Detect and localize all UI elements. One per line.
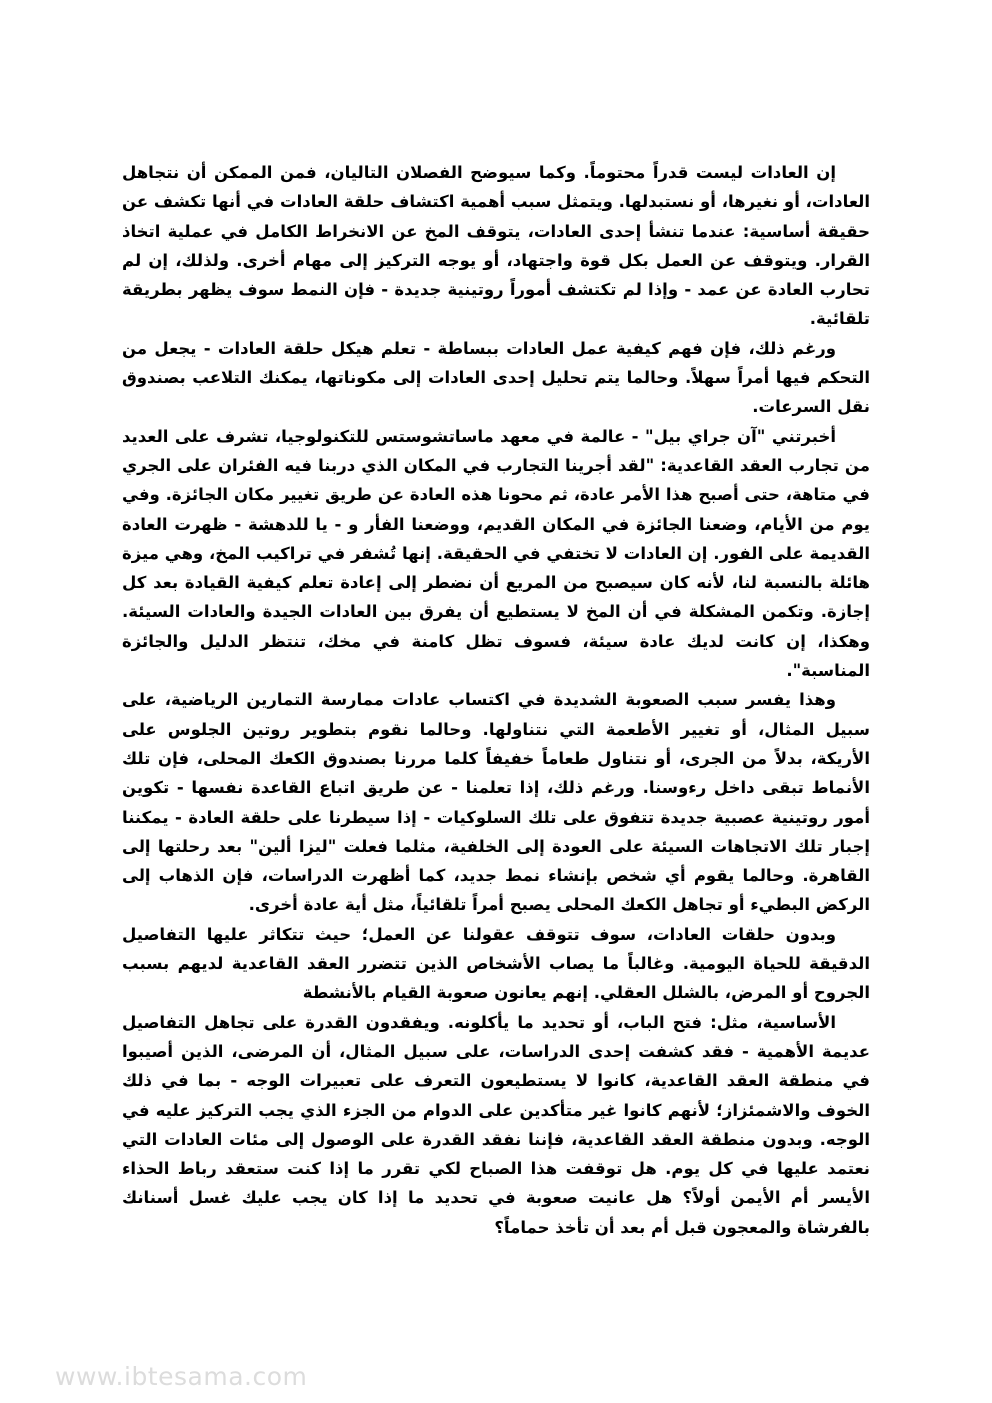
paragraph: وهذا يفسر سبب الصعوبة الشديدة في اكتساب عادات ممارسة التمارين الرياضية، على سبيل المثال، أو تغيير الأطعمة التي نتناولها. وحالما نقوم بتطوير روتين الجلوس على الأريكة، بدلاً من الجرى، أو نتناول طعاماً خفيفاً كلما مررنا بصندوق الكعك المحلى، فإن تلك الأنماط تبقى داخل رءوسنا. ورغم ذلك، إذا تعلمنا - عن طريق اتباع القاعدة نفسها - تكوين أمور روتينية عصبية جديدة تتفوق على تلك السلوكيات - إذا سيطرنا على حلقة العادة - يمكننا إجبار تلك الاتجاهات السيئة على العودة إلى الخلفية، مثلما فعلت "ليزا ألين" بعد رحلتها إلى القاهرة. وحالما يقوم أي شخص بإنشاء نمط جديد، كما أظهرت الدراسات، فإن الذهاب إلى الركض البطيء أو تجاهل الكعك المحلى يصبح أمراً تلقائياً، مثل أية عادة أخرى. [122,690,870,915]
site-watermark: www.ibtesama.com [55,1362,308,1391]
paragraph: ورغم ذلك، فإن فهم كيفية عمل العادات ببساطة - تعلم هيكل حلقة العادات - يجعل من التحكم فيها أمراً سهلاً. وحالما يتم تحليل إحدى العادات إلى مكوناتها، يمكنك التلاعب بصندوق نقل السرعات. [122,338,870,417]
document-body-text [122,158,870,1242]
paragraph: وبدون حلقات العادات، سوف تتوقف عقولنا عن العمل؛ حيث تتكاثر عليها التفاصيل الدقيقة للحياة اليومية. وغالباً ما يصاب الأشخاص الذين تتضرر العقد القاعدية لديهم بسبب الجروح أو المرض، بالشلل العقلي. إنهم يعانون صعوبة القيام بالأنشطة [122,924,870,1003]
paragraph: إن العادات ليست قدراً محتوماً. وكما سيوضح الفصلان التاليان، فمن الممكن أن نتجاهل العادات، أو نغيرها، أو نستبدلها. ويتمثل سبب أهمية اكتشاف حلقة العادات في أنها تكشف عن حقيقة أساسية: عندما تنشأ إحدى العادات، يتوقف المخ عن الانخراط الكامل في عملية اتخاذ القرار. ويتوقف عن العمل بكل قوة واجتهاد، أو يوجه التركيز إلى مهام أخرى. ولذلك، إن لم تحارب العادة عن عمد - وإذا لم تكتشف أموراً روتينية جديدة - فإن النمط سوف يظهر بطريقة تلقائية. [122,163,870,329]
paragraph: أخبرتني "آن جراي بيل" - عالمة في معهد ماساتشوستس للتكنولوجيا، تشرف على العديد من تجارب العقد القاعدية: "لقد أجرينا التجارب في المكان الذي دربنا فيه الفئران على الجري في متاهة، حتى أصبح هذا الأمر عادة، ثم محونا هذه العادة عن طريق تغيير مكان الجائزة. وفي يوم من الأيام، وضعنا الجائزة في المكان القديم، ووضعنا الفأر و - يا للدهشة - ظهرت العادة القديمة على الفور. إن العادات لا تختفي في الحقيقة. إنها تُشفر في تراكيب المخ، وهي ميزة هائلة بالنسبة لنا، لأنه كان سيصبح من المريع أن نضطر إلى إعادة تعلم كيفية القيادة بعد كل إجازة. وتكمن المشكلة في أن المخ لا يستطيع أن يفرق بين العادات الجيدة والعادات السيئة. وهكذا، إن كانت لديك عادة سيئة، فسوف تظل كامنة في مخك، تنتظر الدليل والجائزة المناسبة". [122,426,870,681]
paragraph: الأساسية، مثل: فتح الباب، أو تحديد ما يأكلونه. ويفقدون القدرة على تجاهل التفاصيل عديمة الأهمية - فقد كشفت إحدى الدراسات، على سبيل المثال، أن المرضى، الذين أصيبوا في منطقة العقد القاعدية، كانوا لا يستطيعون التعرف على تعبيرات الوجه - بما في ذلك الخوف والاشمئزاز؛ لأنهم كانوا غير متأكدين على الدوام من الجزء الذي يجب التركيز عليه في الوجه. وبدون منطقة العقد القاعدية، فإننا نفقد القدرة على الوصول إلى مئات العادات التي نعتمد عليها في كل يوم. هل توقفت هذا الصباح لكي تقرر ما إذا كنت ستعقد رباط الحذاء الأيسر أم الأيمن أولاً؟ هل عانيت صعوبة في تحديد ما إذا كان يجب عليك غسل أسنانك بالفرشاة والمعجون قبل أم بعد أن تأخذ حماماً؟ [122,1012,870,1237]
